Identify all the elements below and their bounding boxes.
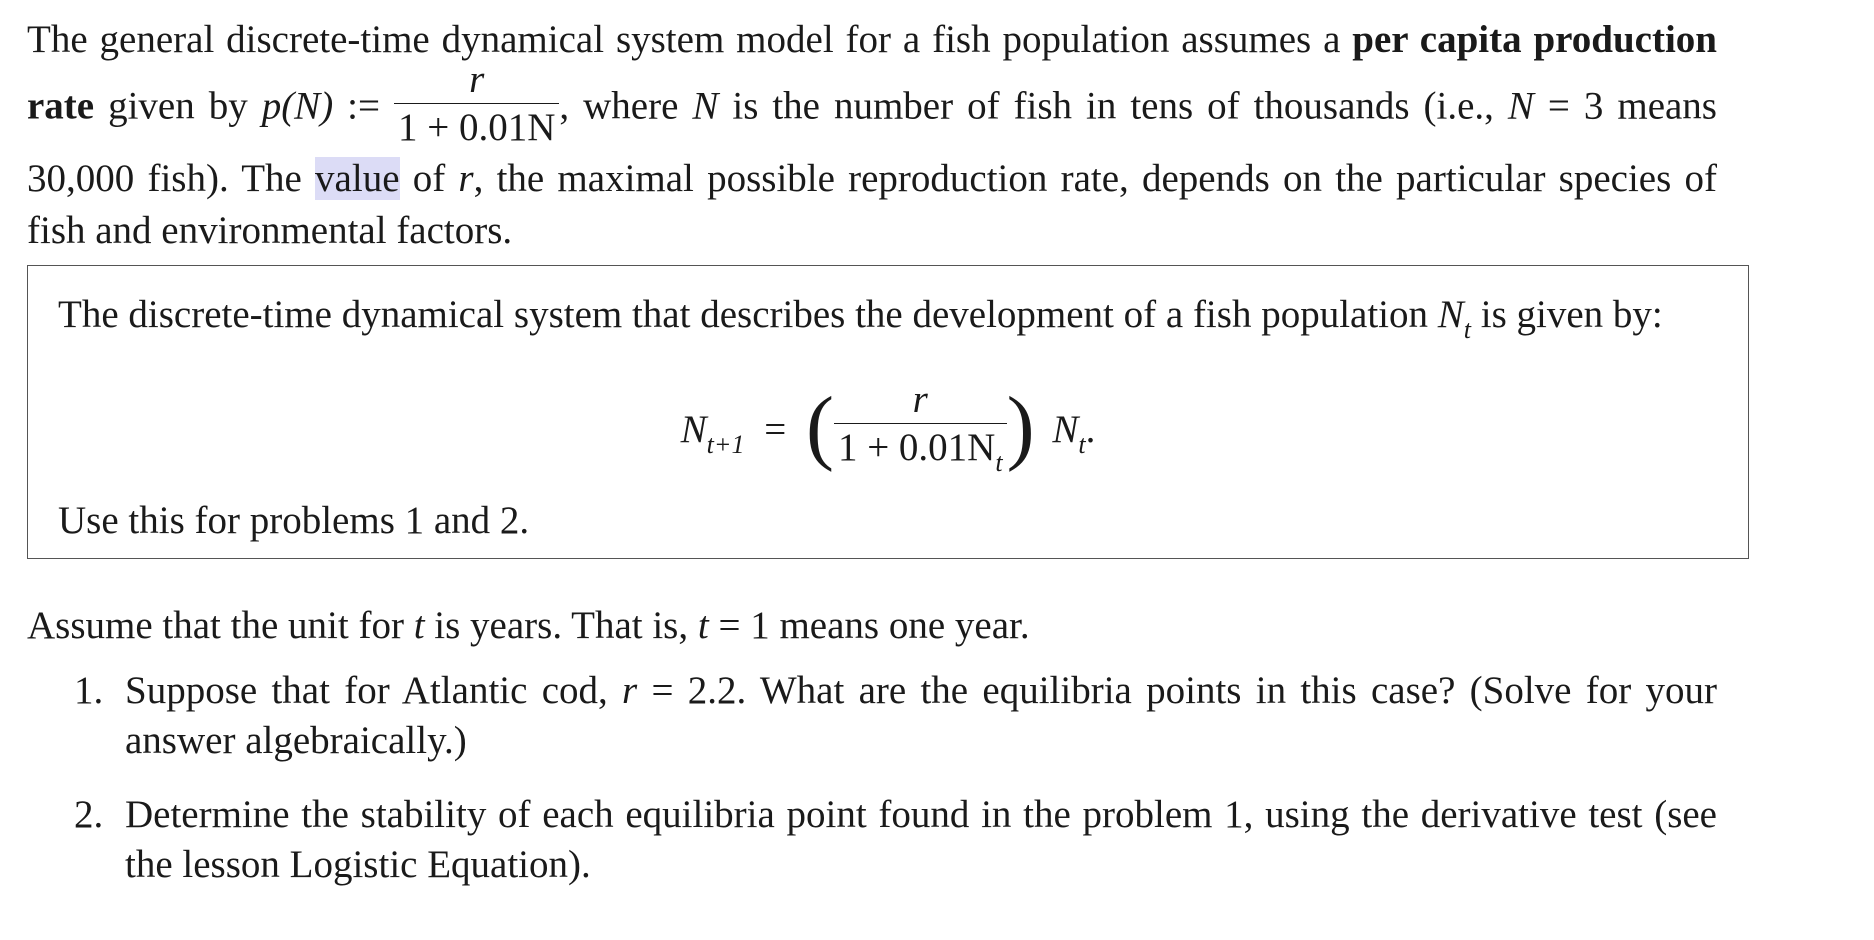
box-intro bbox=[58, 290, 1668, 353]
problem-text-part: Suppose that for Atlantic cod, bbox=[125, 669, 623, 712]
fraction-denominator: 1 + 0.01N bbox=[397, 106, 556, 149]
problem-number: 2. bbox=[74, 793, 104, 836]
var-n: N bbox=[692, 84, 719, 128]
eq-period: . bbox=[1085, 407, 1096, 451]
eq-numerator: r bbox=[834, 380, 1007, 424]
assume-text: is years. That is, bbox=[424, 604, 698, 647]
equation-fraction bbox=[834, 378, 1007, 477]
intro-text: , the maximal possible reproduction rate, depends on the particular species of fish and environmental factors. bbox=[27, 157, 1717, 252]
problem-2 bbox=[74, 790, 1717, 890]
left-paren: ( bbox=[805, 379, 834, 473]
problem-number: 1. bbox=[74, 669, 104, 712]
assume-text: Assume that the unit for bbox=[27, 604, 414, 647]
eq-den-text: 1 + 0.01N bbox=[837, 426, 996, 469]
box-text: The discrete-time dynamical system that describes the development of a fish population bbox=[58, 293, 1438, 336]
p-of-n: p(N) bbox=[261, 84, 334, 128]
fraction-numerator: r bbox=[394, 60, 559, 104]
var-r: r bbox=[458, 157, 474, 200]
per-capita-term: per capita production rate bbox=[27, 18, 1717, 128]
production-rate-fraction bbox=[394, 60, 559, 147]
problem-text: Determine the stability of each equilibria point found in the problem 1, using the derivative test (see the lesson Logistic Equation). bbox=[125, 793, 1717, 886]
eq-denominator bbox=[834, 424, 1007, 477]
intro-text: = 3 means 30,000 fish). The bbox=[27, 84, 1717, 200]
definition-symbol: := bbox=[333, 84, 394, 128]
var-n-t: N bbox=[1437, 293, 1464, 336]
highlighted-word[interactable]: value bbox=[315, 157, 400, 200]
right-paren: ) bbox=[1006, 379, 1035, 473]
intro-paragraph bbox=[27, 14, 1717, 257]
eq-lhs-subscript: t+1 bbox=[706, 429, 745, 459]
problem-1 bbox=[74, 666, 1717, 766]
definition-box bbox=[27, 265, 1749, 559]
eq-rhs: N bbox=[1052, 407, 1079, 451]
problem-text-part: = 2.2. What are the equilibria points in this case? (Solve for your answer algebraically.) bbox=[125, 669, 1717, 762]
assume-text: = 1 means one year. bbox=[708, 604, 1030, 647]
intro-text: of bbox=[399, 157, 459, 200]
var-r: r bbox=[622, 669, 638, 712]
var-n: N bbox=[1507, 84, 1534, 128]
problem-text bbox=[125, 666, 1717, 766]
eq-equals: = bbox=[764, 407, 787, 451]
assumption-line bbox=[27, 600, 1717, 652]
system-equation bbox=[28, 378, 1748, 480]
intro-text: is the number of fish in tens of thousands (i.e., bbox=[718, 84, 1508, 128]
intro-text: , where bbox=[559, 84, 693, 128]
eq-lhs: N bbox=[680, 407, 707, 451]
eq-den-subscript: t bbox=[995, 447, 1003, 477]
intro-text: given by bbox=[94, 84, 262, 128]
box-text: is given by: bbox=[1471, 293, 1663, 336]
eq-rhs-subscript: t bbox=[1078, 429, 1086, 459]
var-t: t bbox=[697, 604, 709, 647]
subscript-t: t bbox=[1463, 314, 1472, 344]
use-note: Use this for problems 1 and 2. bbox=[58, 499, 530, 542]
intro-text: The general discrete-time dynamical system model for a fish population assumes a bbox=[27, 18, 1353, 61]
var-t: t bbox=[413, 604, 425, 647]
